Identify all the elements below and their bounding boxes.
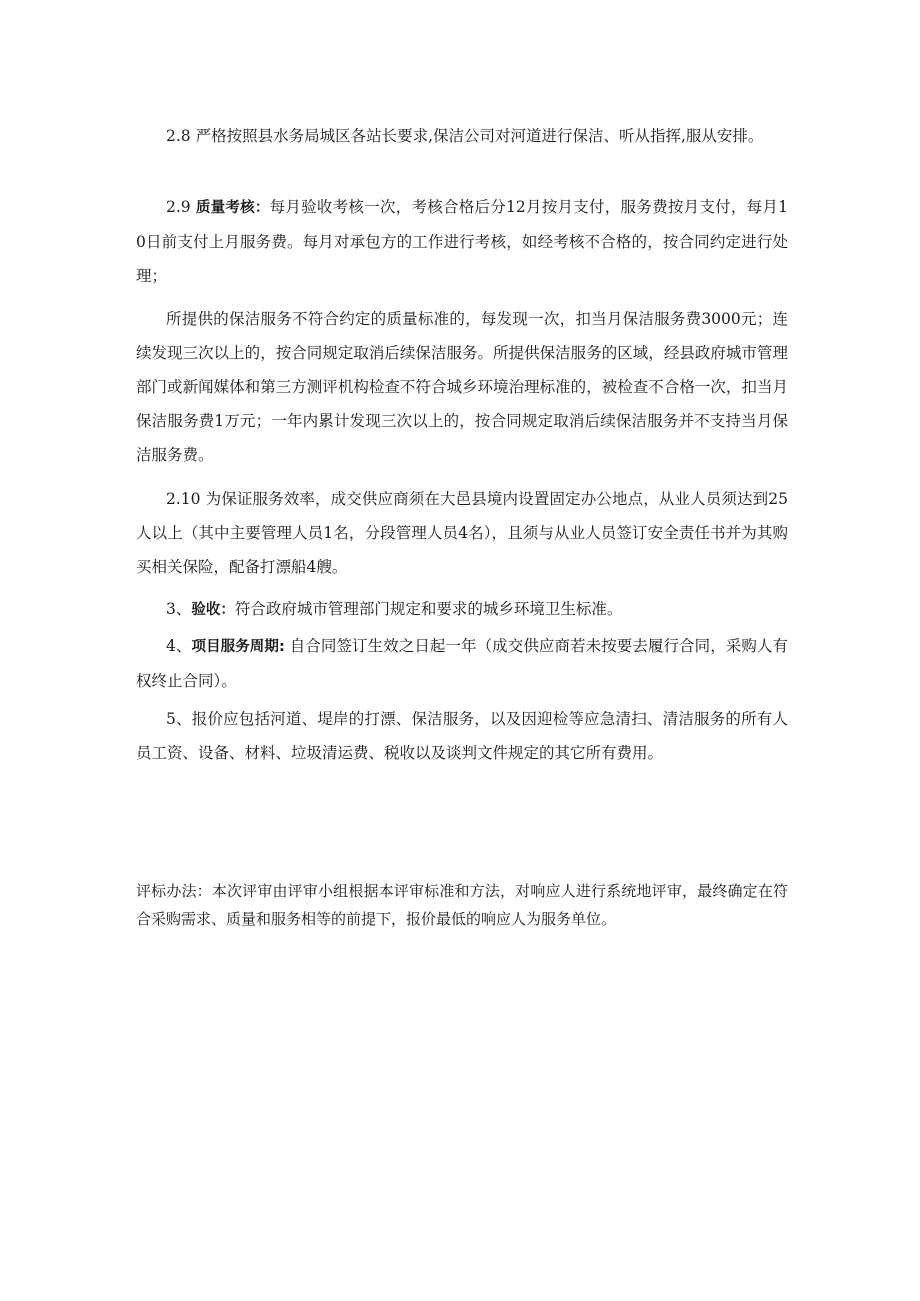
clause-2-9-label: 质量考核：: [195, 200, 270, 216]
penalty-text: 所提供的保洁服务不符合约定的质量标准的，每发现一次，扣当月保洁服务费3000元；连续发现三次以上的，按合同规定取消后续保洁服务。所提供保洁服务的区域，经县政府城市管理部门或新闻媒体和第三方测评机构检查不符合城乡环境治理标准的，被检查不合格一次，扣当月保洁服务费1万元；一年内累计发现三次以上的，按合同规定取消后续保洁服务并不支持当月保洁服务费。: [136, 310, 788, 464]
clause-3-acceptance: [136, 592, 788, 627]
clause-4-text: 自合同签订生效之日起一年（成交供应商若未按要去履行合同，采购人有权终止合同）。: [136, 637, 788, 690]
clause-5-text: 5、报价应包括河道、堤岸的打漂、保洁服务，以及因迎检等应急清扫、清洁服务的所有人员工资、设备、材料、垃圾清运费、税收以及谈判文件规定的其它所有费用。: [136, 710, 788, 762]
clause-2-8: [136, 119, 788, 153]
clause-5-pricing: [136, 702, 788, 770]
clause-4-service-period: [136, 629, 788, 698]
evaluation-method-text: 评标办法：本次评审由评审小组根据本评审标准和方法，对响应人进行系统地评审，最终确定在符合采购需求、质量和服务相等的前提下，报价最低的响应人为服务单位。: [136, 882, 788, 928]
clause-2-9-quality-assessment: [136, 190, 788, 293]
clause-3-label: 验收：: [191, 602, 235, 618]
clause-2-9-number: 2.9: [166, 198, 196, 216]
clause-2-10: [136, 482, 788, 584]
clause-4-label: 项目服务周期:: [191, 639, 285, 655]
clause-3-number: 3、: [166, 600, 192, 618]
clause-2-8-text: 2.8 严格按照县水务局城区各站长要求,保洁公司对河道进行保洁、听从指挥,服从安排。: [166, 127, 764, 145]
clause-2-10-text: 2.10 为保证服务效率，成交供应商须在大邑县境内设置固定办公地点，从业人员须达到25人以上（其中主要管理人员1名，分段管理人员4名），且须与从业人员签订安全责任书并为其购买相关保险，配备打漂船4艘。: [136, 490, 788, 576]
clause-3-text: 符合政府城市管理部门规定和要求的城乡环境卫生标准。: [234, 600, 623, 618]
clause-4-number: 4、: [166, 637, 192, 655]
evaluation-method: [136, 877, 788, 933]
penalty-paragraph: [136, 302, 788, 472]
clause-2-9-text: 每月验收考核一次，考核合格后分12月按月支付，服务费按月支付，每月10日前支付上月服务费。每月对承包方的工作进行考核，如经考核不合格的，按合同约定进行处理；: [136, 198, 789, 285]
